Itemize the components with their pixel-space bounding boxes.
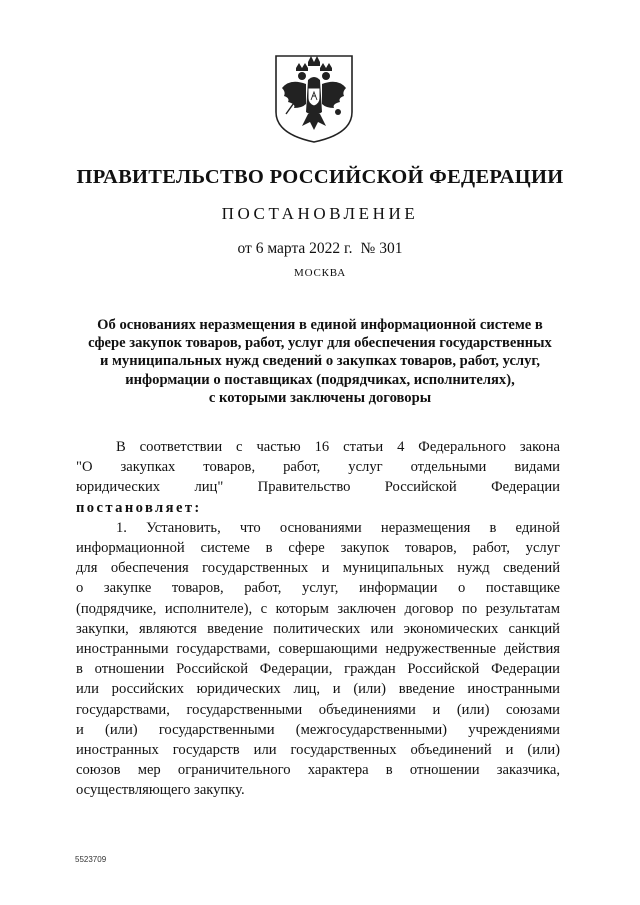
item-line: государствами, государственными объединениями и (или) союзами (76, 701, 560, 718)
title-line: сфере закупок товаров, работ, услуг для обеспечения государственных (88, 335, 552, 352)
title-line: и муниципальных нужд сведений о закупках товаров, работ, услуг, (99, 353, 541, 370)
item-line: 1. Установить, что основаниями неразмещения в единой (116, 519, 560, 536)
document-type: ПОСТАНОВЛЕНИЕ (221, 204, 419, 223)
coat-of-arms-icon (272, 52, 356, 144)
document-id: 5523709 (75, 855, 107, 864)
item-line: и (или) государственными (межгосударственными) учреждениями (76, 721, 560, 738)
preamble-line: "О закупках товаров, работ, услуг отдельными видами (76, 459, 560, 476)
item-line: о закупке товаров, работ, услуг, информации о поставщике (76, 580, 560, 597)
item-line: информационной системе в сфере закупок товаров, работ, услуг (76, 540, 560, 557)
item-line: закупки, являются введение политических или экономических санкций (76, 620, 560, 637)
government-heading: ПРАВИТЕЛЬСТВО РОССИЙСКОЙ ФЕДЕРАЦИИ (76, 166, 564, 188)
item-line: или российских юридических лиц, и (или) введение иностранными (76, 681, 560, 698)
item-line: (подрядчике, исполнителе), с которым заключен договор по результатам (76, 600, 560, 617)
preamble-line: юридических лиц" Правительство Российской Федерации (76, 479, 560, 496)
item-line: для обеспечения государственных и муниципальных нужд сведений (76, 560, 560, 577)
preamble-line: В соответствии с частью 16 статьи 4 Федерального закона (116, 439, 560, 455)
decree-title (70, 316, 570, 407)
item-line: в отношении Российской Федерации, граждан Российской Федерации (76, 661, 560, 678)
title-line: Об основаниях неразмещения в единой информационной системе в (97, 317, 543, 333)
decree-number: № 301 (360, 240, 403, 257)
title-line: информации о поставщиках (подрядчиках, исполнителях), (125, 371, 515, 388)
item-line: осуществляющего закупку. (76, 782, 245, 799)
city: МОСКВА (294, 267, 346, 279)
item-line: союзов мер ограничительного характера в отношении заказчика, (76, 762, 560, 779)
decree-date: от 6 марта 2022 г. (237, 240, 353, 257)
date-line (0, 240, 640, 258)
title-line: с которыми заключены договоры (208, 389, 432, 406)
item-line: иностранными государствами, совершающими недружественные действия (76, 641, 560, 658)
decrees-word: постановляет: (76, 499, 202, 516)
item-line: иностранных государств или государственных объединений и (или) (76, 742, 560, 759)
decree-body (76, 437, 560, 801)
